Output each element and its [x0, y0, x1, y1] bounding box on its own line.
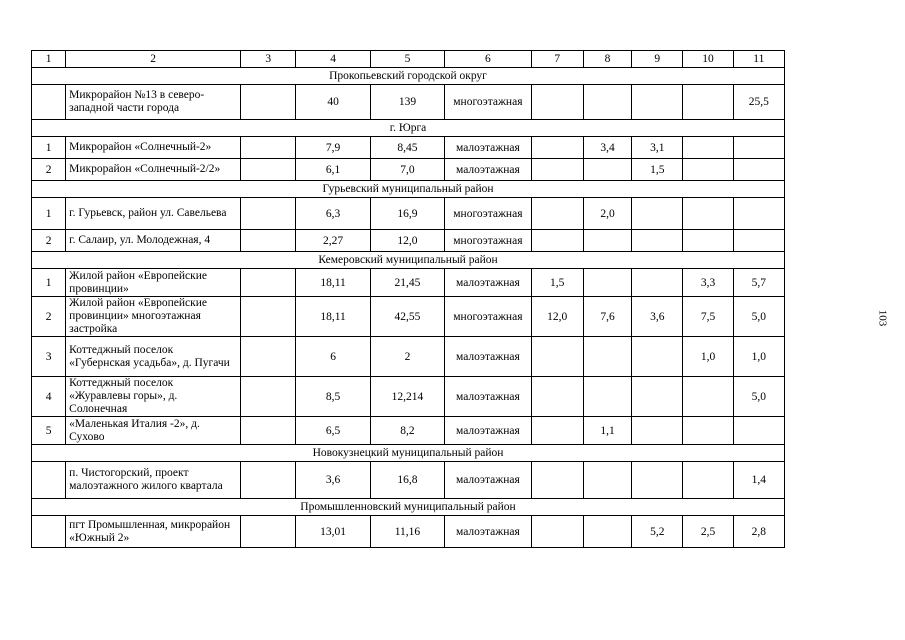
table-cell: 2 [32, 297, 66, 337]
table-cell: 13,01 [296, 516, 370, 548]
table-row [32, 159, 785, 181]
table-cell: 1 [32, 198, 66, 230]
object-name-cell: п. Чистогорский, проект малоэтажного жилого квартала [66, 462, 241, 499]
table-cell: 1,0 [733, 337, 784, 377]
table-cell: 25,5 [733, 85, 784, 120]
object-name-cell: Коттеджный поселок «Журавлевы горы», д. Солонечная [66, 377, 241, 417]
table-cell [632, 85, 683, 120]
table-cell [32, 85, 66, 120]
table-cell: 3,6 [296, 462, 370, 499]
table-cell [632, 377, 683, 417]
table-row [32, 85, 785, 120]
section-title: Промышленновский муниципальный район [32, 499, 785, 516]
table-cell [632, 230, 683, 252]
table-cell [632, 337, 683, 377]
table-cell: малоэтажная [445, 137, 531, 159]
data-table [31, 50, 785, 548]
table-cell: 1,5 [531, 269, 583, 297]
table-cell [583, 159, 631, 181]
table-cell: 2 [32, 159, 66, 181]
table-cell [733, 230, 784, 252]
table-cell [32, 462, 66, 499]
table-cell: 16,9 [370, 198, 444, 230]
table-cell: 1,1 [583, 417, 631, 445]
table-cell: 3 [32, 337, 66, 377]
table-cell [683, 462, 733, 499]
header-cell: 5 [370, 51, 444, 68]
table-row [32, 337, 785, 377]
table-cell [583, 85, 631, 120]
table-cell [683, 198, 733, 230]
table-cell: малоэтажная [445, 417, 531, 445]
table-row [32, 269, 785, 297]
table-cell [632, 198, 683, 230]
header-cell: 8 [583, 51, 631, 68]
table-cell: 12,0 [370, 230, 444, 252]
table-cell: 2,8 [733, 516, 784, 548]
table-cell: 3,4 [583, 137, 631, 159]
header-cell: 9 [632, 51, 683, 68]
table-cell: малоэтажная [445, 269, 531, 297]
table-row [32, 198, 785, 230]
object-name-cell: Микрорайон «Солнечный-2» [66, 137, 241, 159]
header-cell: 2 [66, 51, 241, 68]
table-cell [531, 230, 583, 252]
table-cell: 8,45 [370, 137, 444, 159]
table-cell: 7,6 [583, 297, 631, 337]
table-cell: многоэтажная [445, 297, 531, 337]
section-row [32, 252, 785, 269]
header-cell: 7 [531, 51, 583, 68]
table-cell [683, 159, 733, 181]
object-name-cell: Микрорайон №13 в северо-западной части города [66, 85, 241, 120]
table-cell: 5,0 [733, 297, 784, 337]
table-row [32, 297, 785, 337]
table-cell: 1,0 [683, 337, 733, 377]
table-row [32, 230, 785, 252]
table-cell [632, 462, 683, 499]
table-row [32, 377, 785, 417]
table-row [32, 417, 785, 445]
table-cell [583, 462, 631, 499]
table-cell: 7,0 [370, 159, 444, 181]
table-cell: 6,1 [296, 159, 370, 181]
section-row [32, 445, 785, 462]
table-cell [241, 159, 296, 181]
table-cell [241, 337, 296, 377]
table-cell: 5,7 [733, 269, 784, 297]
table-cell: 2 [370, 337, 444, 377]
table-cell [583, 516, 631, 548]
table-cell: 1,4 [733, 462, 784, 499]
section-row [32, 120, 785, 137]
table-cell: 7,9 [296, 137, 370, 159]
table-cell [241, 516, 296, 548]
table-cell [632, 417, 683, 445]
table-row [32, 137, 785, 159]
section-title: Прокопьевский городской округ [32, 68, 785, 85]
table-cell [241, 269, 296, 297]
table-cell: 1 [32, 269, 66, 297]
table-cell [531, 85, 583, 120]
table-cell [241, 85, 296, 120]
page-number: 103 [876, 309, 889, 327]
table-cell [733, 198, 784, 230]
table-cell [683, 137, 733, 159]
table-cell: 1 [32, 137, 66, 159]
table-cell: многоэтажная [445, 230, 531, 252]
section-row [32, 499, 785, 516]
table-cell: 7,5 [683, 297, 733, 337]
table-cell [241, 137, 296, 159]
object-name-cell: Жилой район «Европейские провинции» [66, 269, 241, 297]
table-cell: малоэтажная [445, 462, 531, 499]
table-cell: 3,6 [632, 297, 683, 337]
table-row [32, 462, 785, 499]
table-cell [531, 198, 583, 230]
table-cell: 1,5 [632, 159, 683, 181]
table-cell [241, 462, 296, 499]
table-cell: 2,0 [583, 198, 631, 230]
object-name-cell: г. Салаир, ул. Молодежная, 4 [66, 230, 241, 252]
object-name-cell: Микрорайон «Солнечный-2/2» [66, 159, 241, 181]
table-cell [583, 337, 631, 377]
table-cell: 5,2 [632, 516, 683, 548]
table-cell [683, 417, 733, 445]
table-cell: многоэтажная [445, 198, 531, 230]
table-cell: 2,5 [683, 516, 733, 548]
object-name-cell: пгт Промышленная, микрорайон «Южный 2» [66, 516, 241, 548]
table-cell [531, 516, 583, 548]
table-cell [241, 377, 296, 417]
table-cell: 18,11 [296, 297, 370, 337]
object-name-cell: Коттеджный поселок «Губернская усадьба», д. Пугачи [66, 337, 241, 377]
table-cell: 21,45 [370, 269, 444, 297]
header-cell: 6 [445, 51, 531, 68]
table-cell: 8,2 [370, 417, 444, 445]
table-row [32, 516, 785, 548]
table-cell [632, 269, 683, 297]
table-cell: 12,0 [531, 297, 583, 337]
table-cell: 5,0 [733, 377, 784, 417]
table-cell [583, 377, 631, 417]
table-cell [683, 85, 733, 120]
table-cell [531, 159, 583, 181]
table-cell: 6 [296, 337, 370, 377]
table-cell: малоэтажная [445, 337, 531, 377]
table-cell [733, 159, 784, 181]
object-name-cell: г. Гурьевск, район ул. Савельева [66, 198, 241, 230]
header-cell: 11 [733, 51, 784, 68]
header-cell: 4 [296, 51, 370, 68]
table-cell: 2 [32, 230, 66, 252]
table-cell [241, 198, 296, 230]
table-cell: 42,55 [370, 297, 444, 337]
section-row [32, 68, 785, 85]
table-cell: 6,5 [296, 417, 370, 445]
table-cell: 4 [32, 377, 66, 417]
table-cell [583, 269, 631, 297]
table-cell: 8,5 [296, 377, 370, 417]
header-row [32, 51, 785, 68]
table-cell [733, 137, 784, 159]
section-title: г. Юрга [32, 120, 785, 137]
header-cell: 1 [32, 51, 66, 68]
table-cell [241, 417, 296, 445]
table-cell: малоэтажная [445, 159, 531, 181]
table-cell [583, 230, 631, 252]
table-cell [531, 417, 583, 445]
table-cell [531, 462, 583, 499]
table-cell [531, 377, 583, 417]
table-cell: 6,3 [296, 198, 370, 230]
section-title: Гурьевский муниципальный район [32, 181, 785, 198]
table-cell: 16,8 [370, 462, 444, 499]
table-cell: 3,3 [683, 269, 733, 297]
table-cell: 3,1 [632, 137, 683, 159]
table-cell [32, 516, 66, 548]
table-cell [683, 230, 733, 252]
table-cell: 12,214 [370, 377, 444, 417]
section-title: Новокузнецкий муниципальный район [32, 445, 785, 462]
object-name-cell: Жилой район «Европейские провинции» многоэтажная застройка [66, 297, 241, 337]
table-cell [241, 297, 296, 337]
table-cell: 5 [32, 417, 66, 445]
table-cell [241, 230, 296, 252]
table-cell [531, 337, 583, 377]
table-cell: 40 [296, 85, 370, 120]
header-cell: 3 [241, 51, 296, 68]
section-title: Кемеровский муниципальный район [32, 252, 785, 269]
table-cell [733, 417, 784, 445]
header-cell: 10 [683, 51, 733, 68]
table-cell: 18,11 [296, 269, 370, 297]
table-body [32, 68, 785, 548]
table-cell: многоэтажная [445, 85, 531, 120]
table-cell [531, 137, 583, 159]
object-name-cell: «Маленькая Италия -2», д. Сухово [66, 417, 241, 445]
table-cell: 139 [370, 85, 444, 120]
table-cell [683, 377, 733, 417]
table-cell: 2,27 [296, 230, 370, 252]
table-cell: малоэтажная [445, 377, 531, 417]
table-cell: 11,16 [370, 516, 444, 548]
table-cell: малоэтажная [445, 516, 531, 548]
section-row [32, 181, 785, 198]
